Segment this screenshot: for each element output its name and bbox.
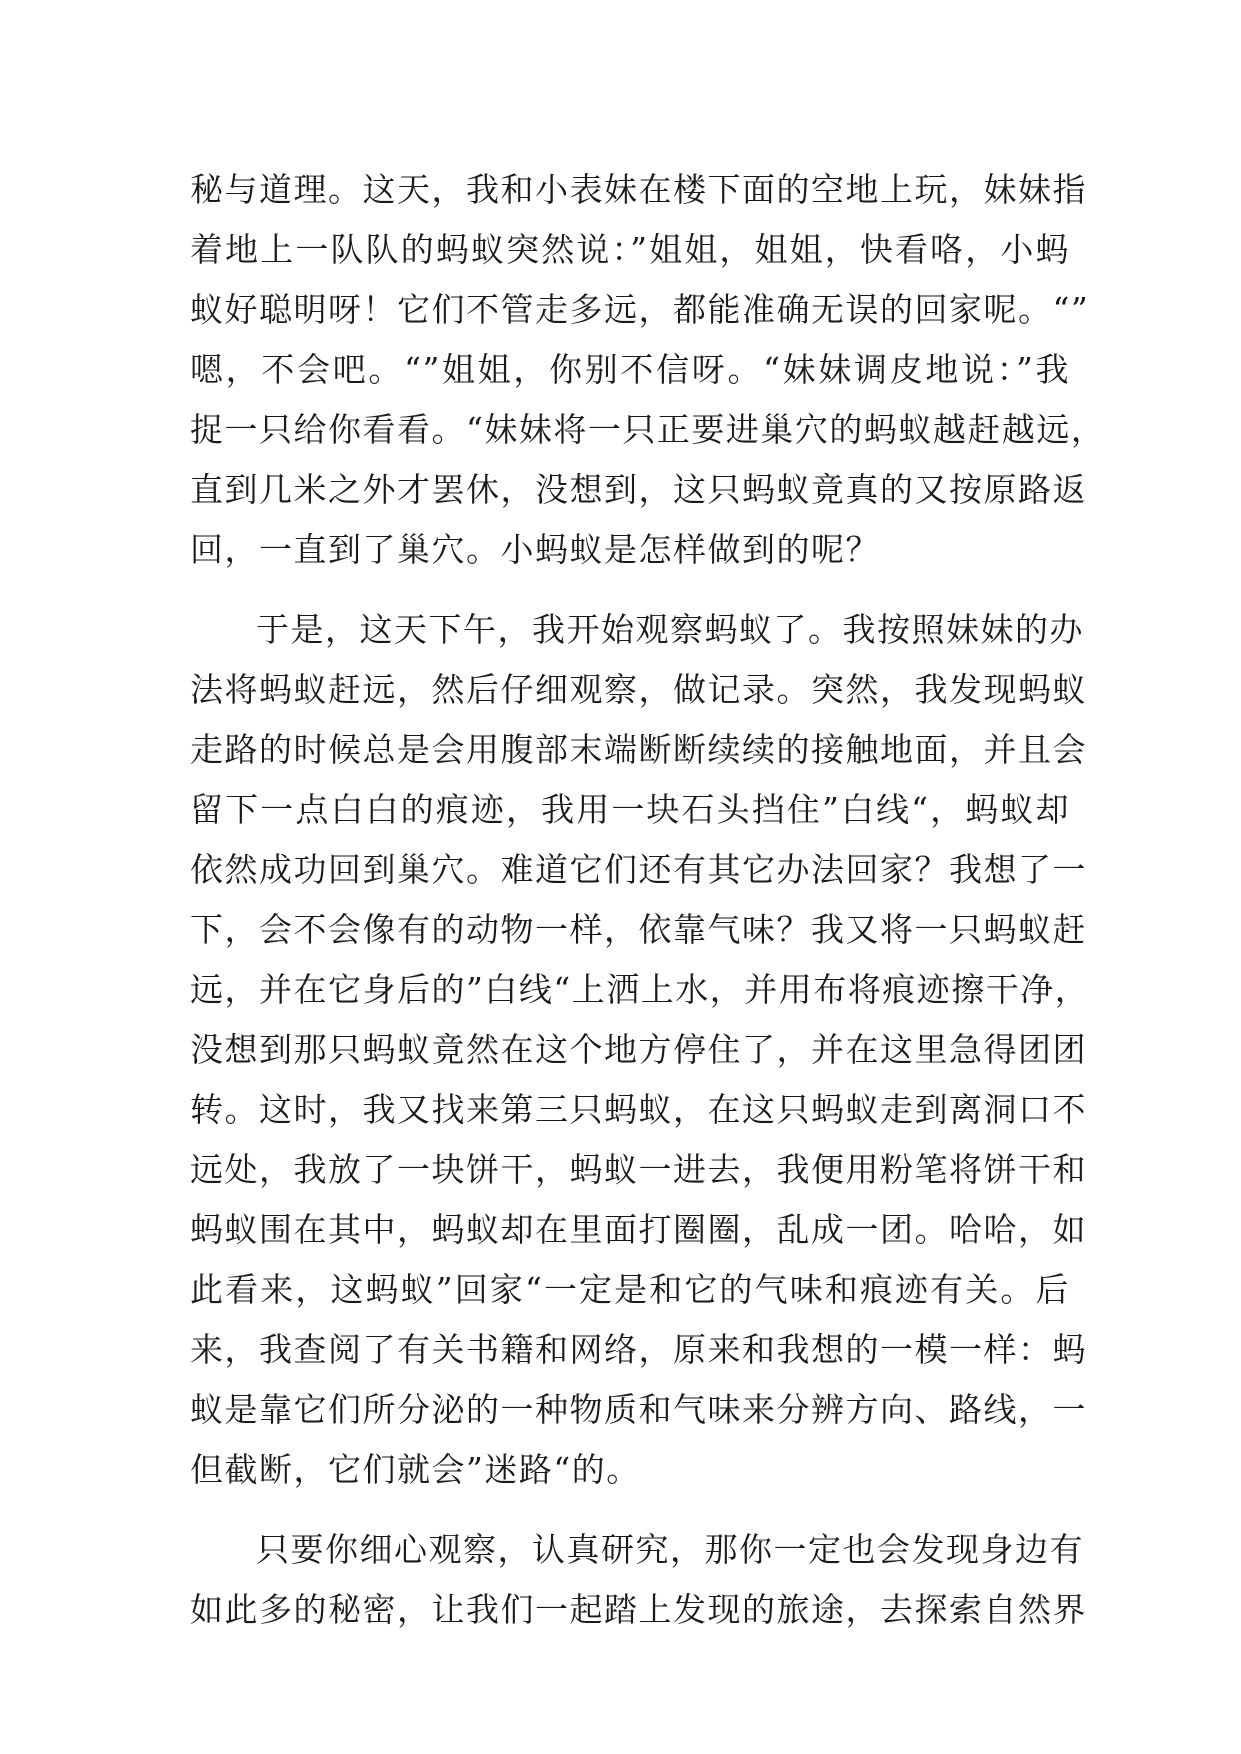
text-line: 下，会不会像有的动物一样，依靠气味？我又将一只蚂蚁赶 [190, 910, 1087, 949]
text-line: 蚁是靠它们所分泌的一种物质和气味来分辨方向、路线，一 [190, 1390, 1087, 1429]
text-line: 转。这时，我又找来第三只蚂蚁，在这只蚂蚁走到离洞口不 [190, 1090, 1087, 1129]
text-line: 蚂蚁围在其中，蚂蚁却在里面打圈圈，乱成一团。哈哈，如 [190, 1210, 1087, 1249]
text-line: 但截断，它们就会”迷路“的。 [190, 1450, 641, 1489]
paragraph-gap [190, 580, 1070, 600]
text-line: 只要你细心观察，认真研究，那你一定也会发现身边有 [256, 1530, 1084, 1569]
paragraph-2 [190, 600, 1090, 1500]
text-line: 走路的时候总是会用腹部末端断断续续的接触地面，并且会 [190, 730, 1087, 769]
text-line: 留下一点白白的痕迹，我用一块石头挡住”白线“，蚂蚁却 [190, 790, 1070, 829]
text-line: 来，我查阅了有关书籍和网络，原来和我想的一模一样：蚂 [190, 1330, 1087, 1369]
text-line: 于是，这天下午，我开始观察蚂蚁了。我按照妹妹的办 [256, 610, 1084, 649]
text-line: 没想到那只蚂蚁竟然在这个地方停住了，并在这里急得团团 [190, 1030, 1087, 1069]
paragraph-3 [190, 1520, 1087, 1640]
text-line: 秘与道理。这天，我和小表妹在楼下面的空地上玩，妹妹指 [190, 170, 1087, 209]
text-line: 远处，我放了一块饼干，蚂蚁一进去，我便用粉笔将饼干和 [190, 1150, 1087, 1189]
text-line: 法将蚂蚁赶远，然后仔细观察，做记录。突然，我发现蚂蚁 [190, 670, 1087, 709]
text-line: 直到几米之外才罢休，没想到，这只蚂蚁竟真的又按原路返 [190, 470, 1087, 509]
text-line: 蚁好聪明呀！它们不管走多远，都能准确无误的回家呢。“” [190, 290, 1090, 329]
text-line: 嗯，不会吧。“”姐姐，你别不信呀。“妹妹调皮地说：”我 [190, 350, 1070, 389]
text-line: 依然成功回到巢穴。难道它们还有其它办法回家？我想了一 [190, 850, 1087, 889]
text-line: 如此多的秘密，让我们一起踏上发现的旅途，去探索自然界 [190, 1590, 1087, 1629]
document-body [190, 160, 1106, 1640]
paragraph-1 [190, 160, 1106, 580]
text-line: 捉一只给你看看。“妹妹将一只正要进巢穴的蚂蚁越赶越远， [190, 410, 1106, 449]
text-line: 着地上一队队的蚂蚁突然说：”姐姐，姐姐，快看咯，小蚂 [190, 230, 1070, 269]
paragraph-gap [190, 1500, 1070, 1520]
text-line: 此看来，这蚂蚁”回家“一定是和它的气味和痕迹有关。后 [190, 1270, 1070, 1309]
text-line: 回，一直到了巢穴。小蚂蚁是怎样做到的呢？ [190, 530, 880, 569]
text-line: 远，并在它身后的”白线“上洒上水，并用布将痕迹擦干净， [190, 970, 1090, 1009]
